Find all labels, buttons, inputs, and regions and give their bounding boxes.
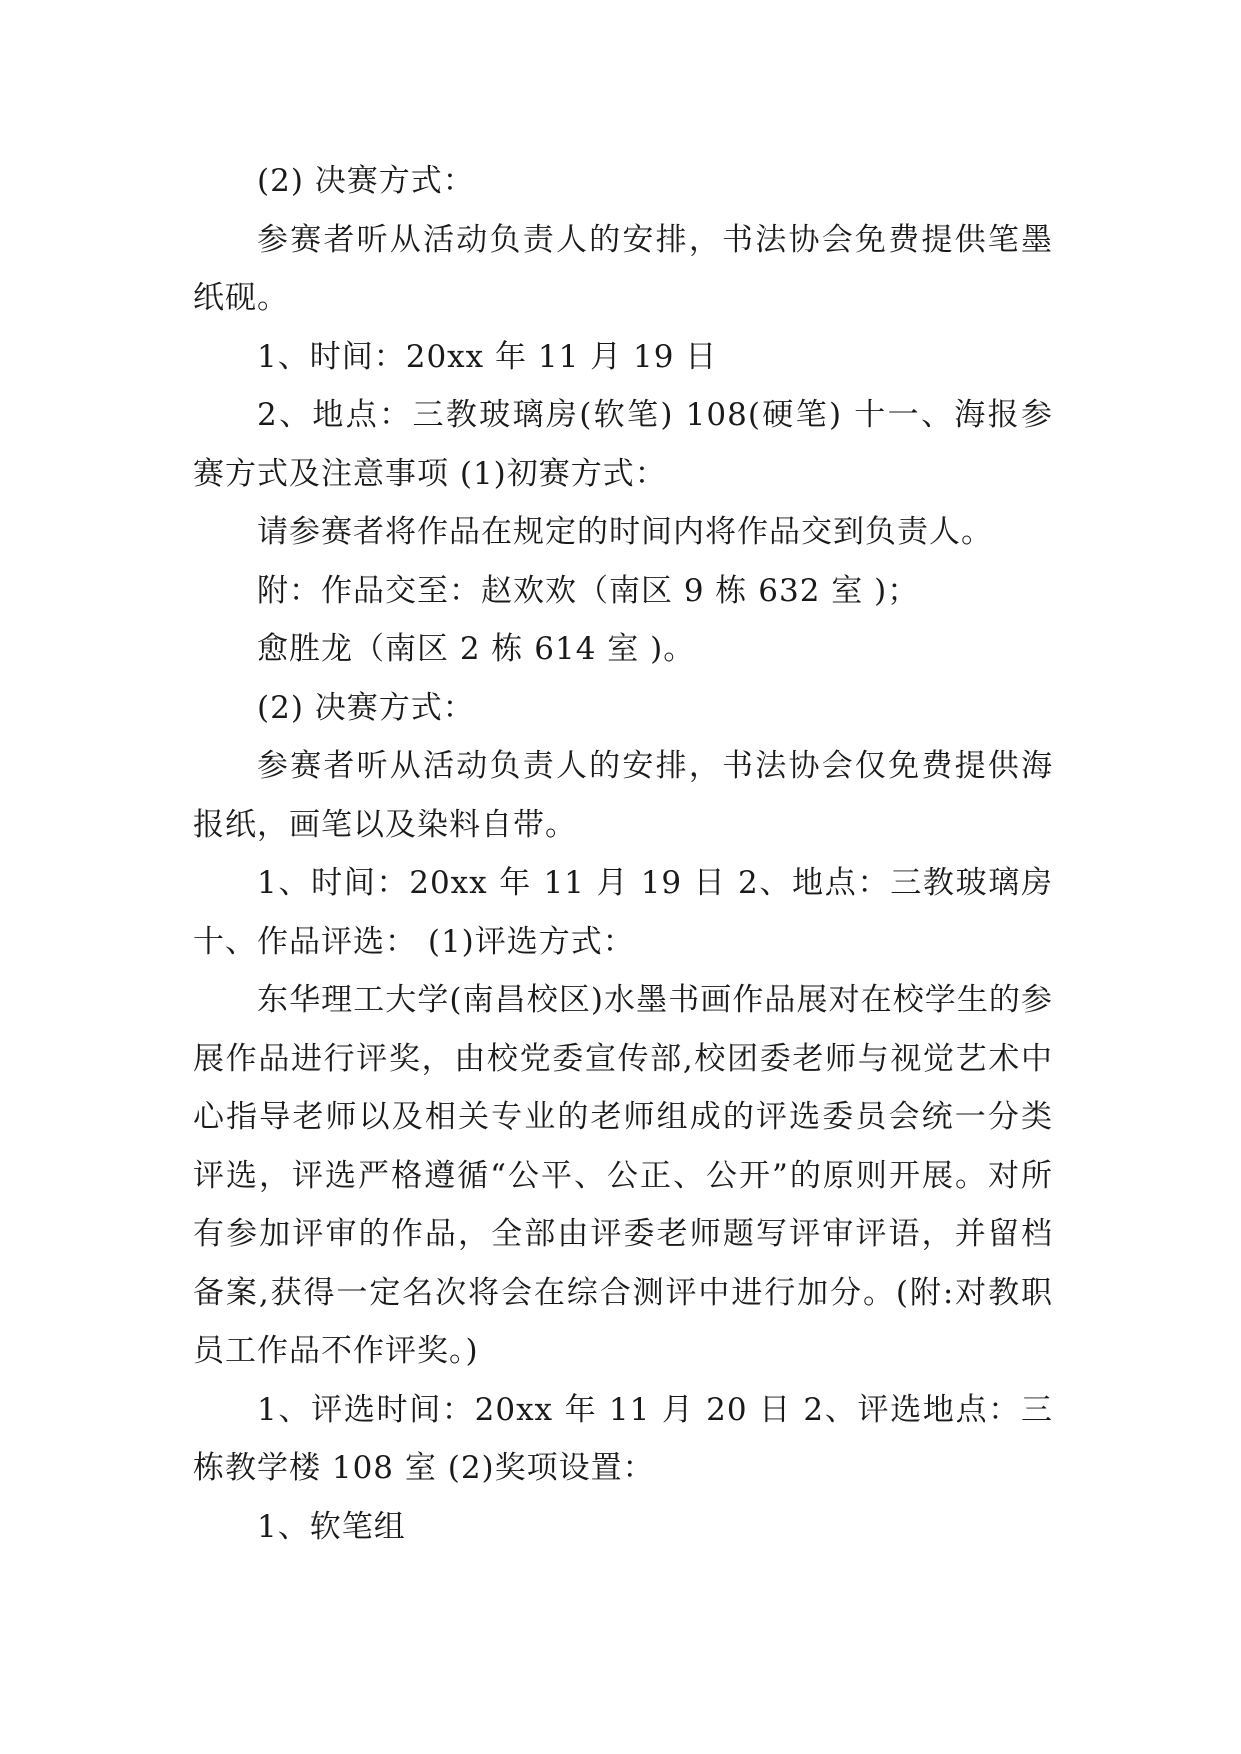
paragraph-final-method-heading: (2) 决赛方式：: [257, 163, 475, 199]
paragraph-time: 1、时间：20xx 年 11 月 19 日: [257, 338, 718, 375]
paragraph-judging-method: 东华理工大学(南昌校区)水墨书画作品展对在校学生的参展作品进行评奖，由校党委宣传部,校团委老师与视觉艺术中心指导老师以及相关专业的老师组成的评选委员会统一分类评选，评选严格遵循“公平、公正、公开”的原则开展。对所有参加评审的作品，全部由评委老师题写评审评语，并留档备案,获得一定名次将会在综合测评中进行加分。(附:对教职员工作品不作评奖。): [193, 982, 1053, 1369]
paragraph-poster-final-heading: (2) 决赛方式：: [257, 689, 475, 726]
paragraph-submit-to-1: 附：作品交至：赵欢欢（南区 9 栋 632 室 )；: [257, 572, 920, 609]
paragraph-poster-final-arrangement: 参赛者听从活动负责人的安排，书法协会仅免费提供海报纸，画笔以及染料自带。: [193, 748, 1053, 843]
paragraph-soft-brush-group: 1、软笔组: [257, 1508, 406, 1545]
paragraph-submit-to-2: 愈胜龙（南区 2 栋 614 室 )。: [257, 631, 696, 667]
document-body: [193, 152, 1053, 1556]
paragraph-judging-time-location: 1、评选时间：20xx 年 11 月 20 日 2、评选地点：三栋教学楼 108 室 (2)奖项设置：: [193, 1391, 1053, 1486]
paragraph-location-poster-heading: 2、地点：三教玻璃房(软笔) 108(硬笔) 十一、海报参赛方式及注意事项 (1)初赛方式：: [193, 397, 1053, 492]
paragraph-submit-instruction: 请参赛者将作品在规定的时间内将作品交到负责人。: [257, 514, 993, 550]
paragraph-poster-time-location: 1、时间：20xx 年 11 月 19 日 2、地点：三教玻璃房 十、作品评选： (1)评选方式：: [193, 865, 1053, 960]
paragraph-final-arrangement: 参赛者听从活动负责人的安排，书法协会免费提供笔墨纸砚。: [193, 221, 1053, 316]
